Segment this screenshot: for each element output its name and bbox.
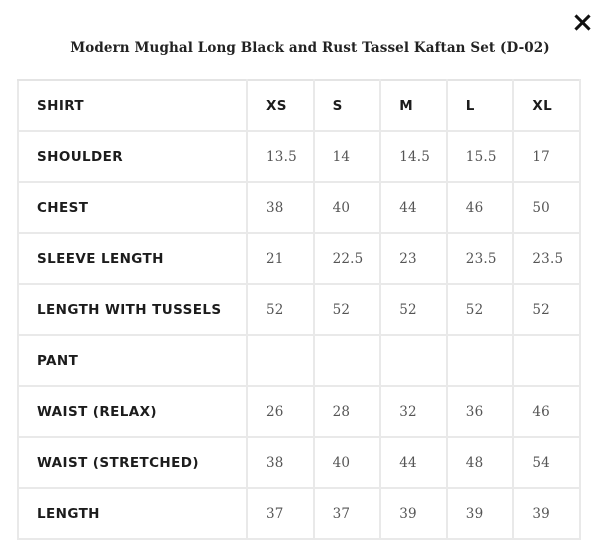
value-cell: 44 [380, 182, 447, 233]
value-cell: 37 [314, 488, 381, 539]
row-label-cell: WAIST (RELAX) [18, 386, 247, 437]
table-row [18, 437, 580, 488]
header-cell-size: S [314, 80, 381, 131]
size-chart-table [17, 79, 581, 540]
table-row [18, 233, 580, 284]
value-cell: 44 [380, 437, 447, 488]
close-button[interactable] [570, 10, 594, 34]
value-cell: 39 [380, 488, 447, 539]
value-cell: 28 [314, 386, 381, 437]
value-cell: 14.5 [380, 131, 447, 182]
table-row [18, 284, 580, 335]
value-cell: 37 [247, 488, 314, 539]
value-cell: 22.5 [314, 233, 381, 284]
table-section-row [18, 335, 580, 386]
header-cell-size: M [380, 80, 447, 131]
row-label-cell: SLEEVE LENGTH [18, 233, 247, 284]
table-row [18, 386, 580, 437]
value-cell: 26 [247, 386, 314, 437]
value-cell: 46 [513, 386, 580, 437]
value-cell: 52 [447, 284, 514, 335]
row-label-cell: CHEST [18, 182, 247, 233]
value-cell: 15.5 [447, 131, 514, 182]
value-cell: 38 [247, 437, 314, 488]
value-cell: 46 [447, 182, 514, 233]
modal-title: Modern Mughal Long Black and Rust Tassel Kaftan Set (D-02) [70, 40, 550, 56]
value-cell: 21 [247, 233, 314, 284]
header-cell-size: XL [513, 80, 580, 131]
header-cell-size: L [447, 80, 514, 131]
value-cell: 52 [380, 284, 447, 335]
value-cell: 17 [513, 131, 580, 182]
table-row [18, 131, 580, 182]
value-cell [513, 335, 580, 386]
value-cell: 50 [513, 182, 580, 233]
row-label-cell: LENGTH WITH TUSSELS [18, 284, 247, 335]
value-cell: 54 [513, 437, 580, 488]
value-cell: 23.5 [513, 233, 580, 284]
value-cell: 52 [314, 284, 381, 335]
value-cell: 23.5 [447, 233, 514, 284]
row-label-cell: SHOULDER [18, 131, 247, 182]
value-cell: 23 [380, 233, 447, 284]
value-cell: 52 [513, 284, 580, 335]
value-cell: 39 [513, 488, 580, 539]
value-cell: 48 [447, 437, 514, 488]
value-cell: 40 [314, 437, 381, 488]
header-cell-label: SHIRT [18, 80, 247, 131]
value-cell [314, 335, 381, 386]
row-label-cell: WAIST (STRETCHED) [18, 437, 247, 488]
table-row [18, 182, 580, 233]
value-cell [380, 335, 447, 386]
row-label-cell: PANT [18, 335, 247, 386]
table-row [18, 488, 580, 539]
value-cell: 14 [314, 131, 381, 182]
close-icon[interactable] [574, 14, 591, 31]
row-label-cell: LENGTH [18, 488, 247, 539]
value-cell: 32 [380, 386, 447, 437]
value-cell: 39 [447, 488, 514, 539]
value-cell: 40 [314, 182, 381, 233]
value-cell [447, 335, 514, 386]
value-cell: 36 [447, 386, 514, 437]
value-cell [247, 335, 314, 386]
table-header-row [18, 80, 580, 131]
header-cell-size: XS [247, 80, 314, 131]
value-cell: 13.5 [247, 131, 314, 182]
value-cell: 52 [247, 284, 314, 335]
value-cell: 38 [247, 182, 314, 233]
